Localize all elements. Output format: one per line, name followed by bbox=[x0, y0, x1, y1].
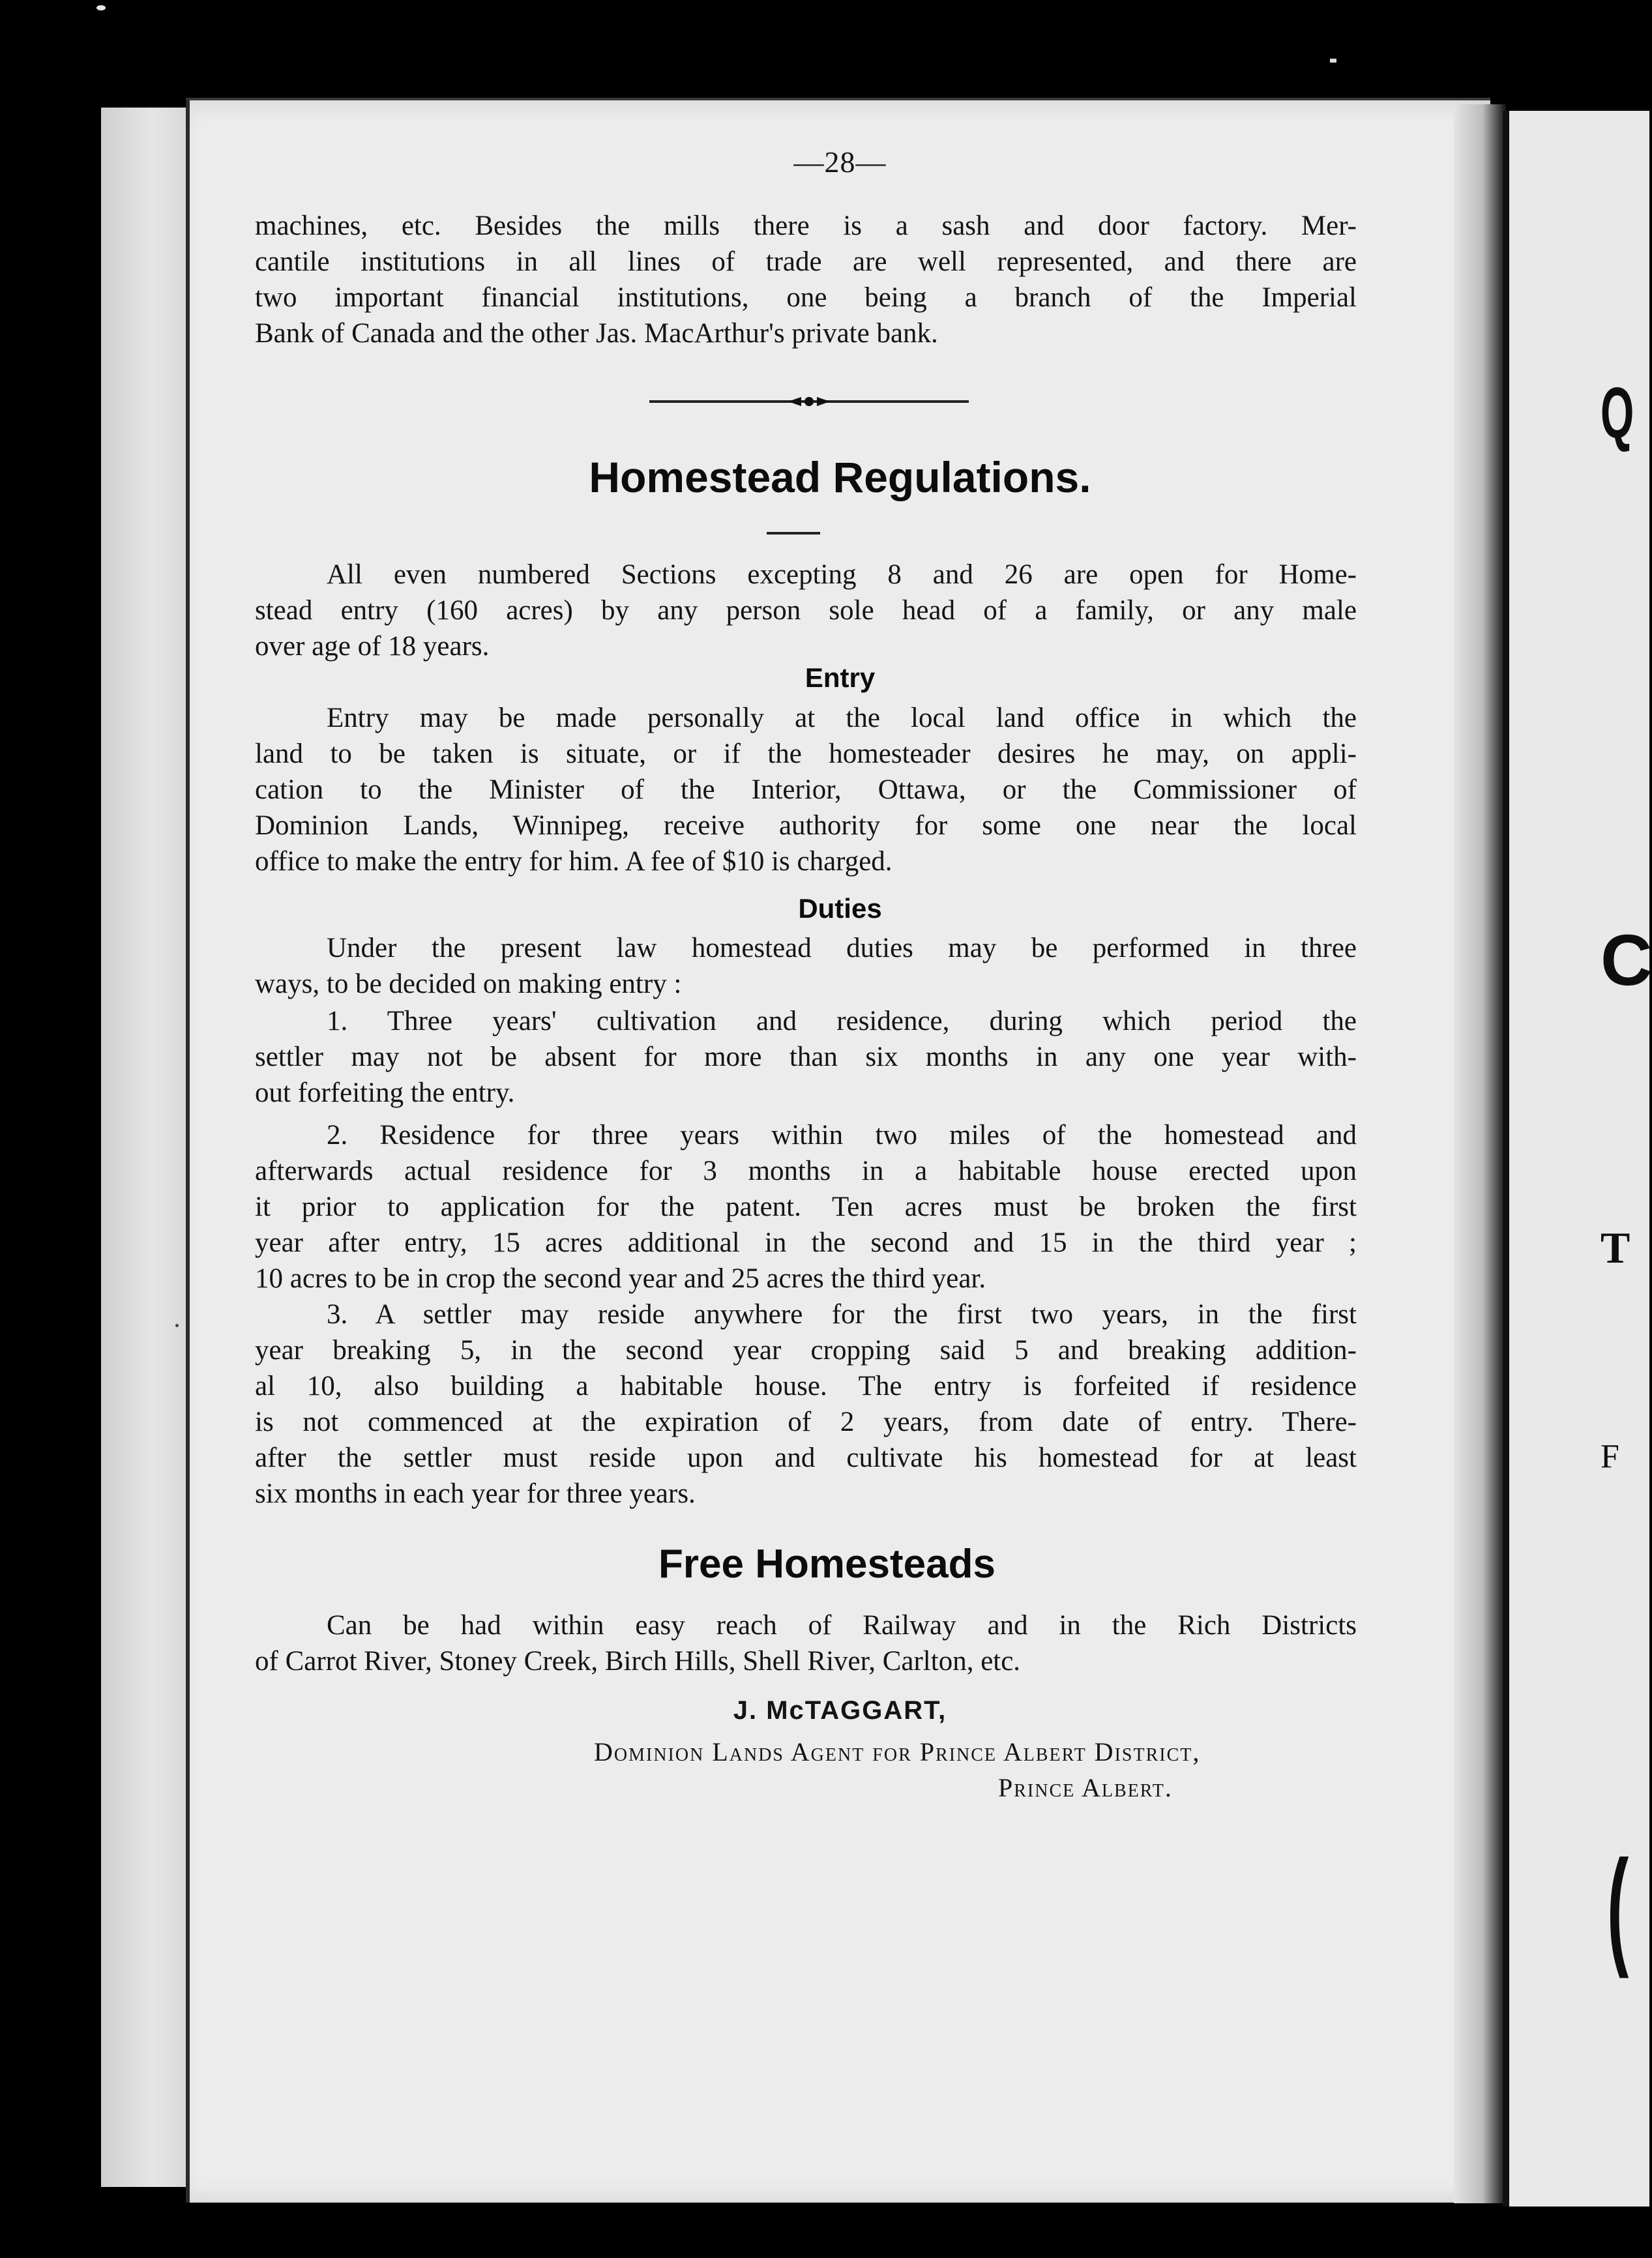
divider-ornament-icon bbox=[763, 392, 855, 411]
scan-speck bbox=[1330, 59, 1336, 63]
text-line: afterwards actual residence for 3 months in a habitable house erected upon bbox=[255, 1156, 1357, 1186]
free-homesteads-paragraph bbox=[255, 1607, 1357, 1679]
text-line: Dominion Lands, Winnipeg, receive authority for some one near the local bbox=[255, 810, 1357, 841]
signature-place: Prince Albert. bbox=[998, 1773, 1173, 1802]
text-line: ways, to be decided on making entry : bbox=[255, 969, 682, 999]
adjacent-page-fragment: C bbox=[1600, 920, 1652, 1001]
text-line: All even numbered Sections excepting 8 and 26 are open for Home- bbox=[327, 559, 1357, 590]
text-line: year breaking 5, in the second year cropping said 5 and breaking addition- bbox=[255, 1335, 1357, 1366]
duty-item-1 bbox=[255, 1003, 1357, 1111]
text-line: Entry may be made personally at the local land office in which the bbox=[327, 703, 1357, 733]
text-line: machines, etc. Besides the mills there is a sash and door factory. Mer- bbox=[255, 211, 1357, 241]
text-line: six months in each year for three years. bbox=[255, 1478, 696, 1509]
entry-paragraph bbox=[255, 700, 1357, 879]
section-title: Homestead Regulations. bbox=[589, 453, 1091, 501]
regulations-paragraph bbox=[255, 557, 1357, 664]
duties-paragraph bbox=[255, 930, 1357, 1002]
text-line: Can be had within easy reach of Railway and in the Rich Districts bbox=[327, 1610, 1357, 1641]
scan-speck bbox=[96, 5, 106, 10]
title-underline bbox=[767, 532, 820, 535]
signature-title: Dominion Lands Agent for Prince Albert District, bbox=[594, 1737, 1201, 1767]
text-line: 10 acres to be in crop the second year and 25 acres the third year. bbox=[255, 1263, 986, 1294]
duty-item-2 bbox=[255, 1117, 1357, 1297]
text-line: land to be taken is situate, or if the homesteader desires he may, on appli- bbox=[255, 739, 1357, 769]
document-page bbox=[186, 98, 1490, 2203]
text-line: 1. Three years' cultivation and residence, during which period the bbox=[327, 1006, 1357, 1036]
adjacent-page-fragment: Q bbox=[1600, 373, 1634, 453]
adjacent-page-fragment: ( bbox=[1607, 1834, 1629, 1979]
text-line: two important financial institutions, one being a branch of the Imperial bbox=[255, 282, 1357, 313]
page-gutter-shadow bbox=[1454, 104, 1506, 2203]
adjacent-page-fragment: T bbox=[1600, 1223, 1630, 1272]
text-line: it prior to application for the patent. Ten acres must be broken the first bbox=[255, 1192, 1357, 1222]
text-line: is not commenced at the expiration of 2 years, from date of entry. There- bbox=[255, 1407, 1357, 1437]
adjacent-page-fragment: F bbox=[1600, 1438, 1619, 1475]
text-line: stead entry (160 acres) by any person sole head of a family, or any male bbox=[255, 595, 1357, 626]
ink-speck bbox=[175, 1324, 179, 1327]
text-line: out forfeiting the entry. bbox=[255, 1078, 515, 1108]
signature-name: J. McTAGGART, bbox=[733, 1696, 947, 1725]
duties-heading: Duties bbox=[798, 893, 882, 924]
text-line: 3. A settler may reside anywhere for the first two years, in the first bbox=[327, 1299, 1357, 1330]
text-line: cantile institutions in all lines of trade are well represented, and there are bbox=[255, 246, 1357, 277]
adjacent-page bbox=[1503, 111, 1652, 2207]
text-line: after the settler must reside upon and cultivate his homestead for at least bbox=[255, 1443, 1357, 1473]
text-line: settler may not be absent for more than six months in any one year with- bbox=[255, 1042, 1357, 1072]
page-number: —28— bbox=[793, 145, 887, 179]
text-line: year after entry, 15 acres additional in the second and 15 in the third year ; bbox=[255, 1227, 1357, 1258]
entry-heading: Entry bbox=[804, 662, 876, 693]
left-page-edge bbox=[101, 108, 186, 2187]
text-line: 2. Residence for three years within two miles of the homestead and bbox=[327, 1120, 1357, 1151]
text-line: al 10, also building a habitable house. The entry is forfeited if residence bbox=[255, 1371, 1357, 1401]
free-homesteads-title: Free Homesteads bbox=[658, 1542, 996, 1587]
text-line: office to make the entry for him. A fee of $10 is charged. bbox=[255, 846, 892, 877]
text-line: Bank of Canada and the other Jas. MacArthur's private bank. bbox=[255, 318, 938, 349]
text-line: cation to the Minister of the Interior, Ottawa, or the Commissioner of bbox=[255, 774, 1357, 805]
text-line: Under the present law homestead duties may be performed in three bbox=[327, 933, 1357, 963]
duty-item-3 bbox=[255, 1297, 1357, 1512]
text-line: over age of 18 years. bbox=[255, 631, 490, 662]
text-line: of Carrot River, Stoney Creek, Birch Hills, Shell River, Carlton, etc. bbox=[255, 1646, 1021, 1677]
intro-paragraph bbox=[255, 208, 1357, 351]
